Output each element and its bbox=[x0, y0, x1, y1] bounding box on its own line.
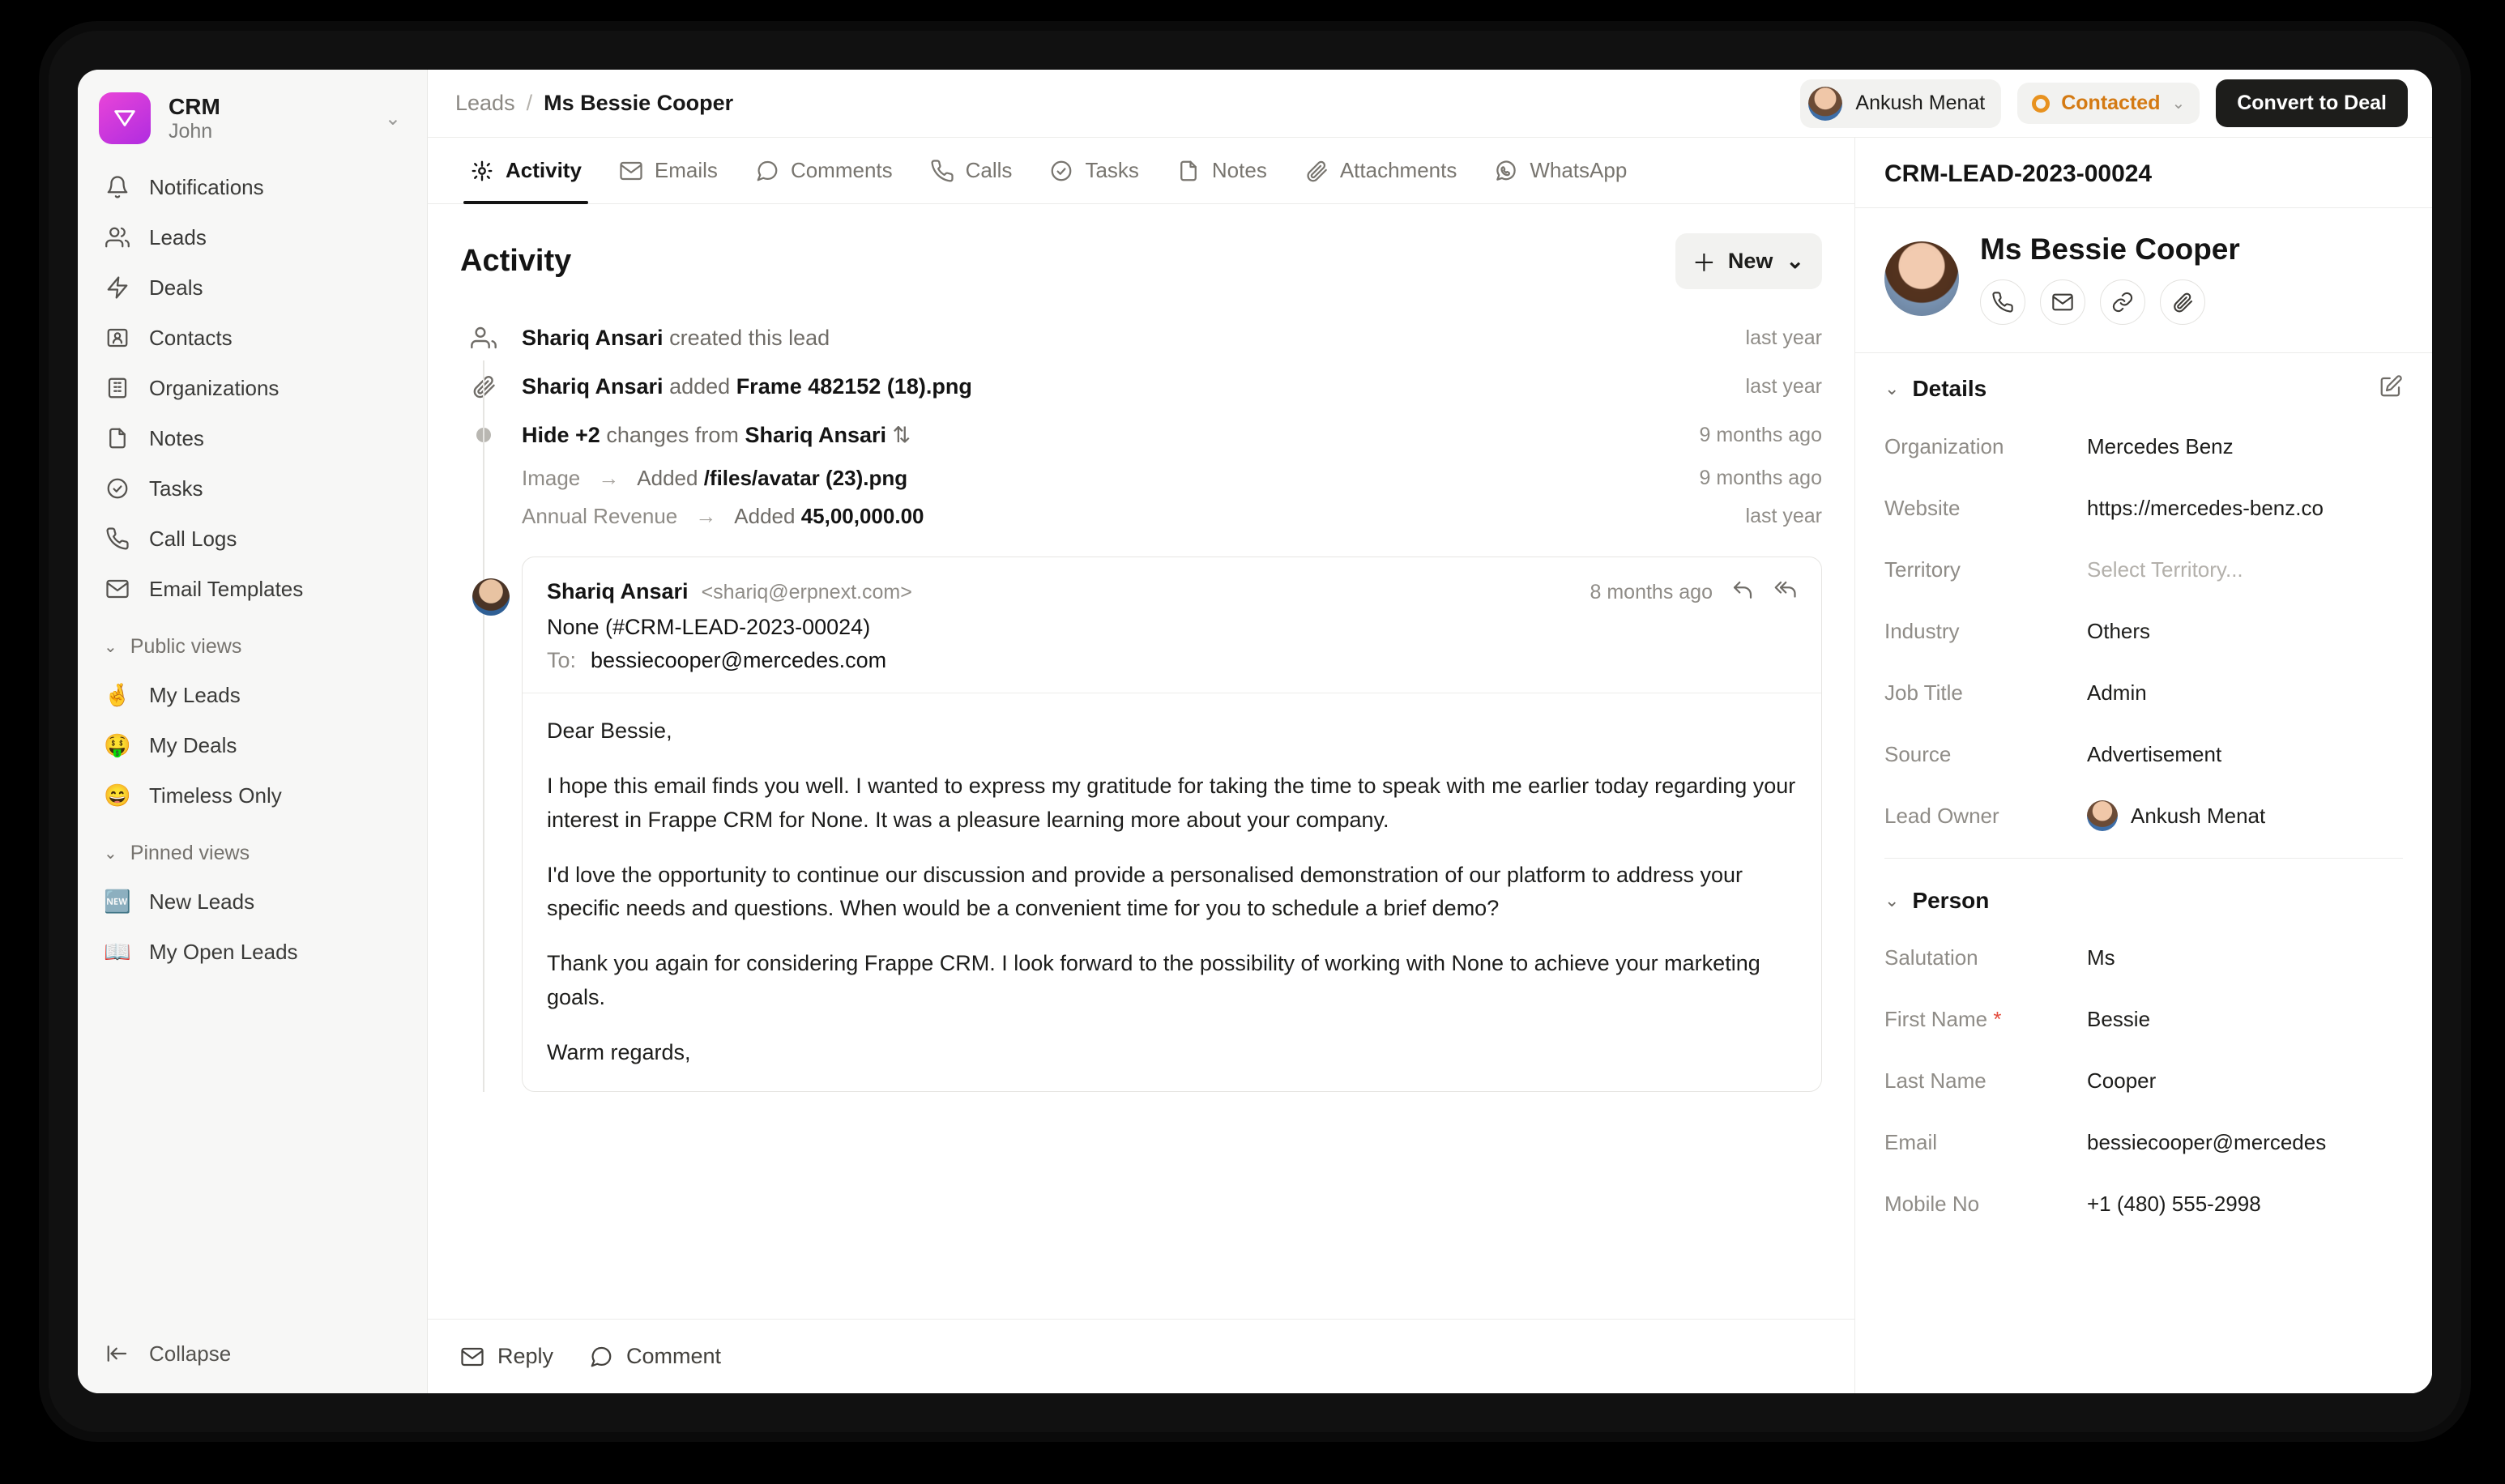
record-name: Ms Bessie Cooper bbox=[1980, 232, 2240, 266]
tab-label: Attachments bbox=[1339, 158, 1457, 182]
email-paragraph: Thank you again for considering Frappe CRM. I look forward to the possibility of working with None to achieve your marketing goals. bbox=[547, 951, 1760, 1010]
mail-icon[interactable] bbox=[2040, 279, 2085, 325]
chevron-down-icon: ⌄ bbox=[1884, 377, 1900, 399]
email-paragraph: Dear Bessie, bbox=[547, 719, 672, 743]
contact-icon bbox=[104, 324, 131, 352]
page-title: Activity bbox=[460, 244, 572, 278]
content-split bbox=[428, 138, 2432, 1393]
tab-comments[interactable] bbox=[740, 138, 907, 203]
field-label: Email bbox=[1884, 1129, 1938, 1154]
tab-label: Calls bbox=[965, 158, 1013, 182]
activity-header bbox=[460, 233, 1822, 289]
changes-actor: Shariq Ansari bbox=[745, 422, 887, 447]
activity-scroll-area[interactable] bbox=[428, 204, 1854, 1319]
tab-notes[interactable] bbox=[1162, 138, 1282, 203]
reply-label: Reply bbox=[497, 1344, 554, 1368]
field-value: +1 (480) 555-2998 bbox=[2087, 1191, 2261, 1216]
change-row-image bbox=[467, 459, 1822, 497]
activity-feed bbox=[460, 313, 1822, 1092]
chevron-down-icon: ⌄ bbox=[1884, 890, 1900, 910]
reply-icon[interactable] bbox=[1730, 578, 1755, 607]
tab-label: Comments bbox=[790, 158, 893, 182]
email-sender-address: <shariq@erpnext.com> bbox=[701, 581, 912, 603]
lead-owner-name: Ankush Menat bbox=[1855, 92, 1986, 114]
plus-icon: ＋ bbox=[1692, 251, 1715, 275]
person-section-header[interactable] bbox=[1884, 888, 2403, 914]
users-icon bbox=[467, 325, 501, 351]
sidebar-item-label: Organizations bbox=[149, 375, 280, 400]
sidebar-item-label: Tasks bbox=[149, 475, 203, 501]
field-label: Mobile No bbox=[1884, 1191, 1980, 1216]
change-time: last year bbox=[1745, 505, 1822, 527]
convert-to-deal-button[interactable]: Convert to Deal bbox=[2216, 79, 2408, 127]
book-emoji-icon: 📖 bbox=[104, 940, 131, 964]
users-icon bbox=[104, 224, 131, 251]
email-body bbox=[547, 693, 1797, 1070]
activity-item-attachment bbox=[467, 362, 1822, 411]
changes-count: +2 bbox=[575, 422, 600, 447]
email-to-address: bessiecooper@mercedes.com bbox=[591, 648, 887, 672]
email-message-card[interactable] bbox=[522, 556, 1822, 1092]
smile-emoji-icon: 😄 bbox=[104, 783, 131, 808]
tab-whatsapp[interactable] bbox=[1479, 138, 1641, 203]
tab-label: Tasks bbox=[1085, 158, 1139, 182]
status-dot-icon bbox=[2032, 95, 2050, 113]
hand-emoji-icon: 🤞 bbox=[104, 683, 131, 707]
reply-button[interactable] bbox=[460, 1344, 553, 1369]
top-bar-actions bbox=[1800, 79, 2408, 128]
email-time: 8 months ago bbox=[1590, 581, 1713, 603]
sidebar-item-label: New Leads bbox=[149, 889, 255, 914]
field-label: First Name bbox=[1884, 1006, 1988, 1031]
tab-label: Notes bbox=[1211, 158, 1267, 182]
activity-actor: Shariq Ansari bbox=[522, 373, 664, 399]
field-mobile-no[interactable] bbox=[1884, 1173, 2403, 1235]
field-organization[interactable] bbox=[1884, 416, 2403, 477]
field-label: Website bbox=[1884, 495, 1961, 520]
field-lead-owner[interactable] bbox=[1884, 785, 2403, 846]
collapse-label: Collapse bbox=[149, 1341, 232, 1366]
paperclip-icon[interactable] bbox=[2160, 279, 2205, 325]
sidebar-item-label: Timeless Only bbox=[149, 783, 282, 808]
sidebar bbox=[78, 70, 428, 1393]
sidebar-item-leads[interactable] bbox=[91, 212, 414, 262]
field-source[interactable] bbox=[1884, 723, 2403, 785]
phone-icon bbox=[104, 525, 131, 552]
timeline-line bbox=[483, 360, 484, 1092]
avatar bbox=[472, 578, 510, 616]
sidebar-item-organizations[interactable] bbox=[91, 363, 414, 413]
phone-icon[interactable] bbox=[1980, 279, 2025, 325]
field-value: bessiecooper@mercedes bbox=[2087, 1129, 2327, 1154]
change-action: Added bbox=[637, 466, 698, 490]
chevron-down-icon: ⌄ bbox=[1786, 249, 1804, 273]
pinned-views-header[interactable] bbox=[78, 821, 427, 873]
email-recipients bbox=[547, 648, 1797, 673]
sidebar-item-label: Leads bbox=[149, 224, 207, 249]
reply-all-icon[interactable] bbox=[1773, 578, 1797, 607]
email-paragraph: I'd love the opportunity to continue our discussion and provide a personalised demonstration of our platform to address your specific needs and questions. When would be a convenient time for you to schedule a brief demo? bbox=[547, 862, 1743, 921]
field-value: Admin bbox=[2087, 680, 2147, 705]
breadcrumb-leads[interactable]: Leads bbox=[455, 91, 515, 115]
email-subject: None (#CRM-LEAD-2023-00024) bbox=[547, 615, 871, 639]
brand-title: CRM bbox=[169, 93, 220, 119]
field-label: Industry bbox=[1884, 618, 1960, 643]
avatar bbox=[2087, 800, 2118, 831]
changes-text: changes from bbox=[606, 422, 739, 447]
tab-activity[interactable] bbox=[455, 138, 596, 203]
tab-calls[interactable] bbox=[915, 138, 1027, 203]
field-label: Source bbox=[1884, 741, 1952, 766]
check-circle-icon bbox=[104, 475, 131, 502]
sidebar-item-call-logs[interactable] bbox=[91, 514, 414, 564]
field-label: Job Title bbox=[1884, 680, 1963, 705]
record-header bbox=[1855, 208, 2432, 353]
field-first-name[interactable] bbox=[1884, 988, 2403, 1050]
field-territory[interactable] bbox=[1884, 539, 2403, 600]
change-field: Annual Revenue bbox=[522, 504, 678, 528]
tab-label: Emails bbox=[654, 158, 718, 182]
main-area bbox=[428, 70, 2432, 1393]
activity-time: last year bbox=[1745, 374, 1822, 398]
chevron-down-icon: ⌄ bbox=[2171, 95, 2186, 113]
change-value: 45,00,000.00 bbox=[800, 504, 924, 528]
activity-time: last year bbox=[1745, 326, 1822, 349]
details-title: Details bbox=[1912, 375, 1987, 401]
sidebar-item-new-leads[interactable] bbox=[91, 876, 414, 927]
hide-label: Hide bbox=[522, 422, 570, 447]
field-value: Cooper bbox=[2087, 1068, 2157, 1093]
new-emoji-icon: 🆕 bbox=[104, 889, 131, 914]
sidebar-item-label: Notifications bbox=[149, 174, 264, 199]
chevron-down-icon: ⌄ bbox=[104, 638, 117, 656]
email-paragraph: I hope this email finds you well. I wanted to express my gratitude for taking the time to speak with me earlier today regarding your interest in Frappe CRM for None. It was a pleasure learning more about your company. bbox=[547, 773, 1796, 832]
change-value: /files/avatar (23).png bbox=[703, 466, 908, 490]
tab-label: WhatsApp bbox=[1530, 158, 1628, 182]
field-industry[interactable] bbox=[1884, 600, 2403, 662]
collapse-sidebar-button[interactable] bbox=[78, 1319, 427, 1393]
tab-label: Activity bbox=[506, 158, 582, 182]
field-value: Bessie bbox=[2087, 1006, 2151, 1031]
sidebar-item-contacts[interactable] bbox=[91, 313, 414, 363]
app-screen bbox=[78, 70, 2432, 1393]
note-icon bbox=[104, 424, 131, 452]
field-job-title[interactable] bbox=[1884, 662, 2403, 723]
email-to-label: To: bbox=[547, 648, 577, 672]
sidebar-item-tasks[interactable] bbox=[91, 463, 414, 514]
pinned-views-label: Pinned views bbox=[130, 842, 250, 864]
public-views-list bbox=[78, 667, 427, 821]
field-value: https://mercedes-benz.co bbox=[2087, 495, 2324, 520]
change-action: Added bbox=[734, 504, 796, 528]
breadcrumb-current: Ms Bessie Cooper bbox=[544, 91, 734, 115]
sidebar-item-my-deals[interactable] bbox=[91, 720, 414, 770]
lead-owner-chip[interactable] bbox=[1800, 79, 2001, 128]
sidebar-item-email-templates[interactable] bbox=[91, 564, 414, 614]
field-email[interactable] bbox=[1884, 1111, 2403, 1173]
sidebar-item-label: Call Logs bbox=[149, 526, 237, 551]
email-header bbox=[547, 578, 1797, 607]
field-website[interactable] bbox=[1884, 477, 2403, 539]
tab-attachments[interactable] bbox=[1290, 138, 1472, 203]
field-label: Organization bbox=[1884, 433, 2004, 458]
field-value: Advertisement bbox=[2087, 741, 2222, 766]
public-views-header[interactable] bbox=[78, 614, 427, 667]
field-salutation[interactable] bbox=[1884, 927, 2403, 988]
activity-text: added bbox=[669, 373, 731, 399]
avatar[interactable] bbox=[1884, 241, 1959, 316]
field-value: Ms bbox=[2087, 945, 2115, 970]
bell-icon bbox=[104, 173, 131, 201]
sidebar-nav bbox=[78, 159, 427, 614]
email-closing: Warm regards, bbox=[547, 1039, 691, 1064]
details-section-header[interactable] bbox=[1884, 374, 2403, 403]
field-value: Select Territory... bbox=[2087, 556, 2243, 582]
mail-icon bbox=[104, 575, 131, 603]
chevron-down-icon: ⌄ bbox=[384, 107, 401, 130]
email-sender-name: Shariq Ansari bbox=[547, 579, 689, 603]
field-label: Last Name bbox=[1884, 1068, 1987, 1093]
divider bbox=[1884, 858, 2403, 859]
activity-text: created this lead bbox=[669, 325, 830, 350]
field-label: Salutation bbox=[1884, 945, 1978, 970]
field-value: Mercedes Benz bbox=[2087, 433, 2234, 458]
chevron-down-icon: ⌄ bbox=[104, 845, 117, 863]
person-title: Person bbox=[1912, 888, 1990, 913]
change-time: 9 months ago bbox=[1699, 467, 1822, 489]
public-views-label: Public views bbox=[130, 635, 242, 658]
comment-button[interactable] bbox=[589, 1344, 721, 1369]
record-id: CRM-LEAD-2023-00024 bbox=[1855, 138, 2432, 208]
tab-tasks[interactable] bbox=[1035, 138, 1153, 203]
sidebar-item-label: My Deals bbox=[149, 732, 237, 757]
field-value: Ankush Menat bbox=[2131, 803, 2266, 828]
sidebar-item-my-open-leads[interactable] bbox=[91, 927, 414, 977]
new-label: New bbox=[1727, 249, 1773, 273]
brand-switcher[interactable] bbox=[78, 70, 427, 159]
sidebar-item-timeless-only[interactable] bbox=[91, 770, 414, 821]
field-last-name[interactable] bbox=[1884, 1050, 2403, 1111]
money-face-emoji-icon: 🤑 bbox=[104, 733, 131, 757]
activity-changes-toggle[interactable] bbox=[467, 411, 1822, 459]
arrow-right-icon: → bbox=[598, 466, 620, 490]
composer-bar bbox=[428, 1319, 1854, 1393]
person-section bbox=[1855, 867, 2432, 1243]
sidebar-item-label: Deals bbox=[149, 275, 203, 300]
collapse-arrow-icon bbox=[104, 1340, 131, 1367]
tab-emails[interactable] bbox=[604, 138, 732, 203]
change-row-annual-revenue bbox=[467, 497, 1822, 535]
arrow-right-icon: → bbox=[695, 504, 717, 528]
field-label: Territory bbox=[1884, 556, 1961, 582]
field-value: Others bbox=[2087, 618, 2151, 643]
sort-toggle-icon: ⇅ bbox=[892, 422, 911, 447]
change-field: Image bbox=[522, 466, 581, 490]
sidebar-item-label: My Leads bbox=[149, 682, 241, 707]
sidebar-item-notifications[interactable] bbox=[91, 162, 414, 212]
sidebar-item-label: Contacts bbox=[149, 325, 233, 350]
details-panel bbox=[1855, 138, 2432, 1393]
activity-item-created bbox=[467, 313, 1822, 362]
field-label: Lead Owner bbox=[1884, 803, 1999, 828]
comment-label: Comment bbox=[626, 1344, 722, 1368]
top-bar bbox=[428, 70, 2432, 138]
brand-user: John bbox=[169, 119, 213, 143]
crm-logo-icon bbox=[99, 92, 151, 144]
activity-actor: Shariq Ansari bbox=[522, 325, 664, 350]
sidebar-item-label: Email Templates bbox=[149, 576, 304, 601]
required-asterisk-icon: * bbox=[1987, 1006, 2002, 1031]
activity-file: Frame 482152 (18).png bbox=[736, 373, 972, 399]
tab-bar bbox=[428, 138, 1854, 204]
status-badge[interactable] bbox=[2017, 83, 2200, 124]
details-section bbox=[1855, 353, 2432, 867]
sidebar-item-label: Notes bbox=[149, 425, 204, 450]
sidebar-item-deals[interactable] bbox=[91, 262, 414, 313]
status-label: Contacted bbox=[2061, 92, 2161, 114]
sidebar-item-label: My Open Leads bbox=[149, 939, 298, 964]
activity-time: 9 months ago bbox=[1699, 423, 1822, 446]
record-quick-actions bbox=[1980, 279, 2240, 325]
avatar bbox=[1808, 87, 1842, 121]
device-frame bbox=[49, 31, 2461, 1432]
sidebar-item-my-leads[interactable] bbox=[91, 670, 414, 720]
pinned-views-list bbox=[78, 873, 427, 977]
building-icon bbox=[104, 374, 131, 402]
bolt-icon bbox=[104, 274, 131, 301]
edit-icon[interactable] bbox=[2379, 374, 2403, 403]
breadcrumb-separator: / bbox=[526, 91, 533, 115]
sidebar-item-notes[interactable] bbox=[91, 413, 414, 463]
activity-panel bbox=[428, 138, 1855, 1393]
new-activity-button[interactable] bbox=[1675, 233, 1822, 289]
link-icon[interactable] bbox=[2100, 279, 2145, 325]
